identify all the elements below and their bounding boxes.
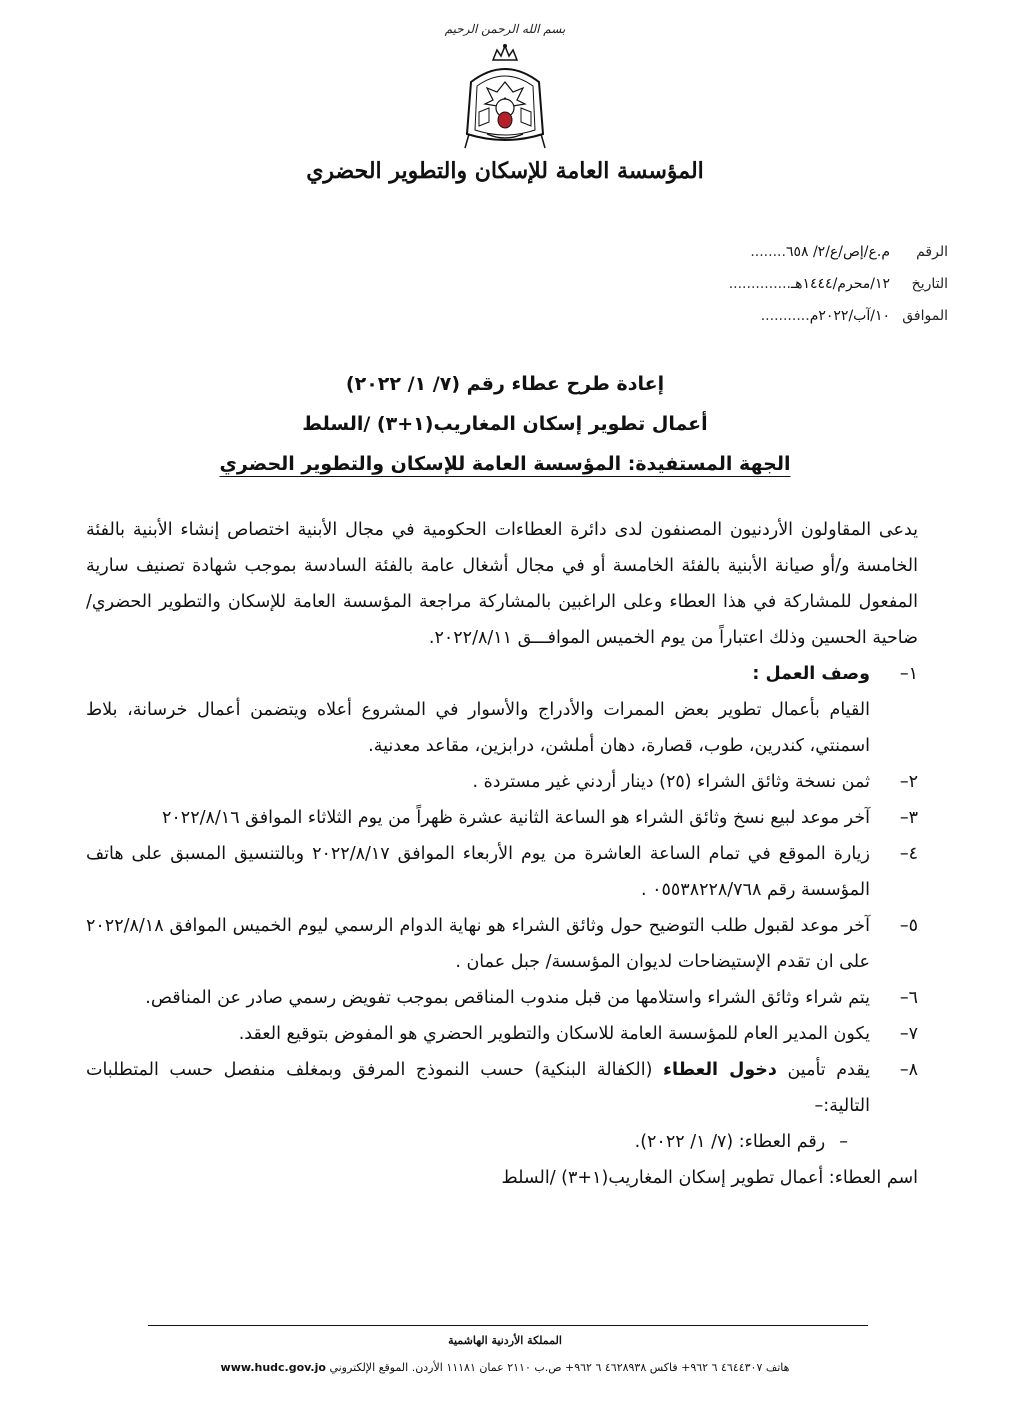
- beneficiary-title: الجهة المستفيدة: المؤسسة العامة للإسكان والتطوير الحضري: [219, 453, 791, 475]
- item-text: ثمن نسخة وثائق الشراء (٢٥) دينار أردني غير مستردة .: [472, 772, 870, 792]
- dotted-fill: ..............: [728, 276, 792, 292]
- item-number: ٥–: [899, 916, 918, 936]
- item-text: آخر موعد لبيع نسخ وثائق الشراء هو الساعة الثانية عشرة ظهراً من يوم الثلاثاء الموافق ٢٠٢٢/٨/١٦: [162, 808, 870, 828]
- reference-date-label: التاريخ: [911, 276, 948, 292]
- reference-date-row: [729, 268, 948, 300]
- item-text: القيام بأعمال تطوير بعض الممرات والأدراج والأسوار في المشروع أعلاه ويتضمن أعمال خرسانة، بلاط اسمنتي، كندرين، طوب، قصارة، دهان أملشن، درابزين، مقاعد معدنية.: [86, 700, 870, 756]
- jordan-royal-emblem-icon: [457, 42, 553, 152]
- footer-divider: [148, 1325, 868, 1326]
- item-heading: وصف العمل :: [752, 664, 870, 684]
- list-item: [86, 1052, 918, 1124]
- reference-corresponding-value: ١٠/آب/٢٠٢٢م: [809, 308, 890, 324]
- reference-number-label: الرقم: [916, 244, 948, 260]
- item-number: ٧–: [899, 1024, 918, 1044]
- list-item: [86, 1016, 918, 1052]
- organization-name: المؤسسة العامة للإسكان والتطوير الحضري: [306, 158, 704, 184]
- reference-corresponding-label: الموافق: [902, 308, 948, 324]
- footer: [0, 1334, 1010, 1374]
- reference-date-value: ١٢/محرم/١٤٤٤هـ: [791, 276, 890, 292]
- tender-name-line: اسم العطاء: أعمال تطوير إسكان المغاريب(١+٣) /السلط: [501, 1168, 918, 1188]
- item-text: يكون المدير العام للمؤسسة العامة للاسكان والتطوير الحضري هو المفوض بتوقيع العقد.: [238, 1024, 870, 1044]
- tender-titles: [0, 364, 1010, 484]
- item-number: ٤–: [899, 844, 918, 864]
- item-number: ٢–: [899, 772, 918, 792]
- item-number: ٦–: [899, 988, 918, 1008]
- item-text: زيارة الموقع في تمام الساعة العاشرة من يوم الأربعاء الموافق ٢٠٢٢/٨/١٧ وبالتنسيق المسبق على هاتف المؤسسة رقم ٠٥٥٣٨٢٢٨/٧٦٨ .: [86, 844, 871, 900]
- reference-number-value: م.ع/إص/ع/٢/ ٦٥٨: [785, 244, 890, 260]
- footer-contact-text: هاتف ٤٦٤٤٣٠٧ ٦ ٩٦٢+ فاكس ٤٦٢٨٩٣٨ ٦ ٩٦٢+ ص.ب ٢١١٠ عمان ١١١٨١ الأردن. الموقع الإلكتروني: [329, 1361, 790, 1374]
- intro-paragraph: يدعى المقاولون الأردنيون المصنفون لدى دائرة العطاءات الحكومية في مجال الأبنية اختصاص إنشاء الأبنية بالفئة الخامسة و/أو صيانة الأبنية بالفئة الخامسة أو في مجال أشغال عامة بالفئة السادسة بموجب شهادة تصنيف سارية المفعول للمشاركة في هذا العطاء وعلى الراغبين بالمشاركة مراجعة المؤسسة العامة للإسكان والتطوير الحضري/ضاحية الحسين وذلك اعتباراً من يوم الخميس الموافـــق ٢٠٢٢/٨/١١.: [86, 520, 918, 648]
- list-item: [86, 656, 918, 764]
- item-number: ٣–: [899, 808, 918, 828]
- footer-contact: [0, 1361, 1010, 1374]
- footer-kingdom: المملكة الأردنية الهاشمية: [448, 1334, 562, 1347]
- website-link[interactable]: www.hudc.gov.jo: [220, 1361, 326, 1374]
- reference-block: [729, 236, 948, 332]
- item-text-before: يقدم تأمين: [787, 1060, 870, 1080]
- sub-item-text: رقم العطاء: (٧/ ١/ ٢٠٢٢).: [634, 1132, 826, 1152]
- list-item: [86, 836, 918, 908]
- item-number: ٨–: [899, 1060, 918, 1080]
- reference-corresponding-row: [729, 300, 948, 332]
- item-text-bold: دخول العطاء: [663, 1060, 777, 1080]
- letter-body: [86, 512, 918, 1196]
- list-item: [86, 908, 918, 980]
- item-text: آخر موعد لقبول طلب التوضيح حول وثائق الشراء هو نهاية الدوام الرسمي ليوم الخميس الموافق ٢٠٢٢/٨/١٨ على ان تقدم الإستيضاحات لديوان المؤسسة/ جبل عمان .: [86, 916, 870, 972]
- list-item: [86, 800, 918, 836]
- tender-title: إعادة طرح عطاء رقم (٧/ ١/ ٢٠٢٢): [345, 373, 665, 395]
- letterhead: [0, 22, 1010, 184]
- dotted-fill: ...........: [760, 308, 810, 324]
- bullet-dash: –: [839, 1132, 848, 1152]
- reference-number-row: [729, 236, 948, 268]
- item-text: يتم شراء وثائق الشراء واستلامها من قبل مندوب المناقص بموجب تفويض رسمي صادر عن المناقص.: [145, 988, 870, 1008]
- list-item: [86, 980, 918, 1016]
- basmala: بسم الله الرحمن الرحيم: [444, 22, 566, 36]
- item-number: ١–: [899, 664, 918, 684]
- list-item: [86, 764, 918, 800]
- sub-item: [86, 1124, 918, 1160]
- project-title: أعمال تطوير إسكان المغاريب(١+٣) /السلط: [302, 413, 708, 435]
- item-text-after: (الكفالة البنكية) حسب النموذج المرفق وبمغلف منفصل حسب المتطلبات التالية:–: [86, 1060, 870, 1116]
- dotted-fill: ........: [750, 244, 786, 260]
- item-text: [86, 1052, 870, 1124]
